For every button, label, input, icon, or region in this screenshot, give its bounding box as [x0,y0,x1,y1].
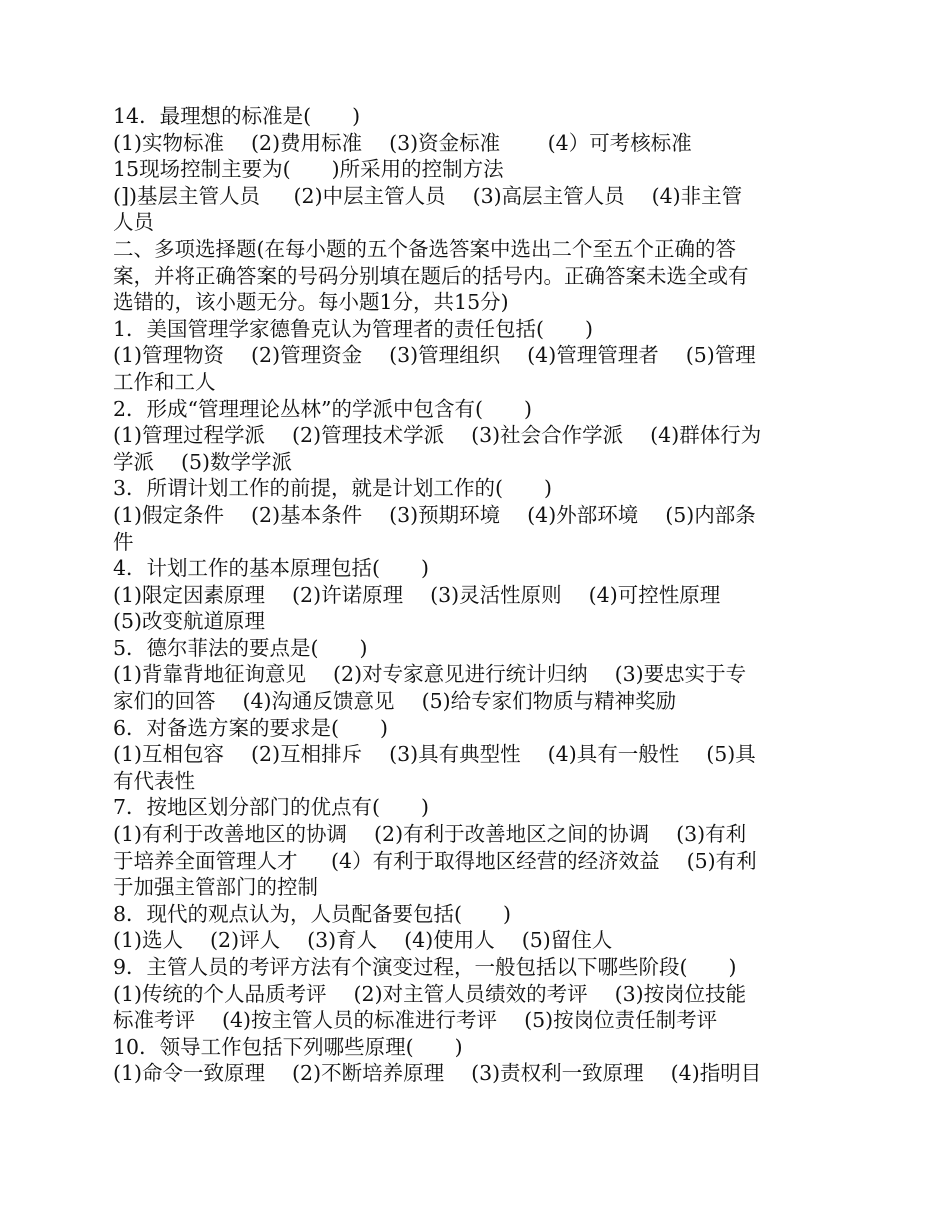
text-line: 人员 [113,210,154,235]
options-line: (5)改变航道原理 [113,609,266,634]
document-page [113,103,839,1087]
section-heading-line: 选错的，该小题无分。每小题1分，共15分) [113,290,509,315]
options-line: (1)背靠背地征询意见 (2)对专家意见进行统计归纳 (3)要忠实于专 [113,662,747,687]
options-line: (1)管理物资 (2)管理资金 (3)管理组织 (4)管理管理者 (5)管理 [113,343,756,368]
options-line: 于培养全面管理人才 (4）有利于取得地区经营的经济效益 (5)有利 [113,848,757,873]
options-line: (1)有利于改善地区的协调 (2)有利于改善地区之间的协调 (3)有利 [113,822,747,847]
options-line: 件 [113,529,134,554]
options-line: 家们的回答 (4)沟通反馈意见 (5)给专家们物质与精神奖励 [113,689,677,714]
options-line: 学派 (5)数学学派 [113,449,293,474]
question-line: 2．形成“管理理论丛林”的学派中包含有( ) [113,396,532,421]
options-line: (1)假定条件 (2)基本条件 (3)预期环境 (4)外部环境 (5)内部条 [113,502,756,527]
question-line: 4．计划工作的基本原理包括( ) [113,556,430,581]
text-line: (1)实物标准 (2)费用标准 (3)资金标准 (4）可考核标准 [113,130,692,155]
options-line: (1)互相包容 (2)互相排斥 (3)具有典型性 (4)具有一般性 (5)具 [113,742,756,767]
options-line: (1)限定因素原理 (2)许诺原理 (3)灵活性原则 (4)可控性原理 [113,582,721,607]
options-line: (1)选人 (2)评人 (3)育人 (4)使用人 (5)留住人 [113,928,613,953]
question-line: 10．领导工作包括下列哪些原理( ) [113,1034,463,1059]
options-line: 标准考评 (4)按主管人员的标准进行考评 (5)按岗位责任制考评 [113,1008,718,1033]
text-line: 14．最理想的标准是( ) [113,104,361,128]
question-line: 6．对备选方案的要求是( ) [113,715,389,740]
section-heading-line: 案，并将正确答案的号码分别填在题后的括号内。正确答案未选全或有 [113,263,749,288]
text-line: 15现场控制主要为( )所采用的控制方法 [113,157,504,182]
question-line: 9．主管人员的考评方法有个演变过程，一般包括以下哪些阶段( ) [113,955,737,979]
question-line: 3．所谓计划工作的前提，就是计划工作的( ) [113,476,553,501]
options-line: 工作和工人 [113,369,216,394]
section-heading-line: 二、多项选择题(在每小题的五个备选答案中选出二个至五个正确的答 [113,236,736,261]
options-line: (1)命令一致原理 (2)不断培养原理 (3)责权利一致原理 (4)指明目 [113,1061,762,1086]
question-line: 8．现代的观点认为，人员配备要包括( ) [113,901,512,926]
question-line: 5．德尔菲法的要点是( ) [113,635,368,660]
options-line: (1)传统的个人品质考评 (2)对主管人员绩效的考评 (3)按岗位技能 [113,981,747,1006]
options-line: (1)管理过程学派 (2)管理技术学派 (3)社会合作学派 (4)群体行为 [113,423,762,448]
options-line: 于加强主管部门的控制 [113,875,318,900]
options-line: 有代表性 [113,768,195,793]
text-line: (])基层主管人员 (2)中层主管人员 (3)高层主管人员 (4)非主管 [113,183,743,208]
question-line: 1．美国管理学家德鲁克认为管理者的责任包括( ) [113,316,594,341]
question-line: 7．按地区划分部门的优点有( ) [113,795,430,820]
